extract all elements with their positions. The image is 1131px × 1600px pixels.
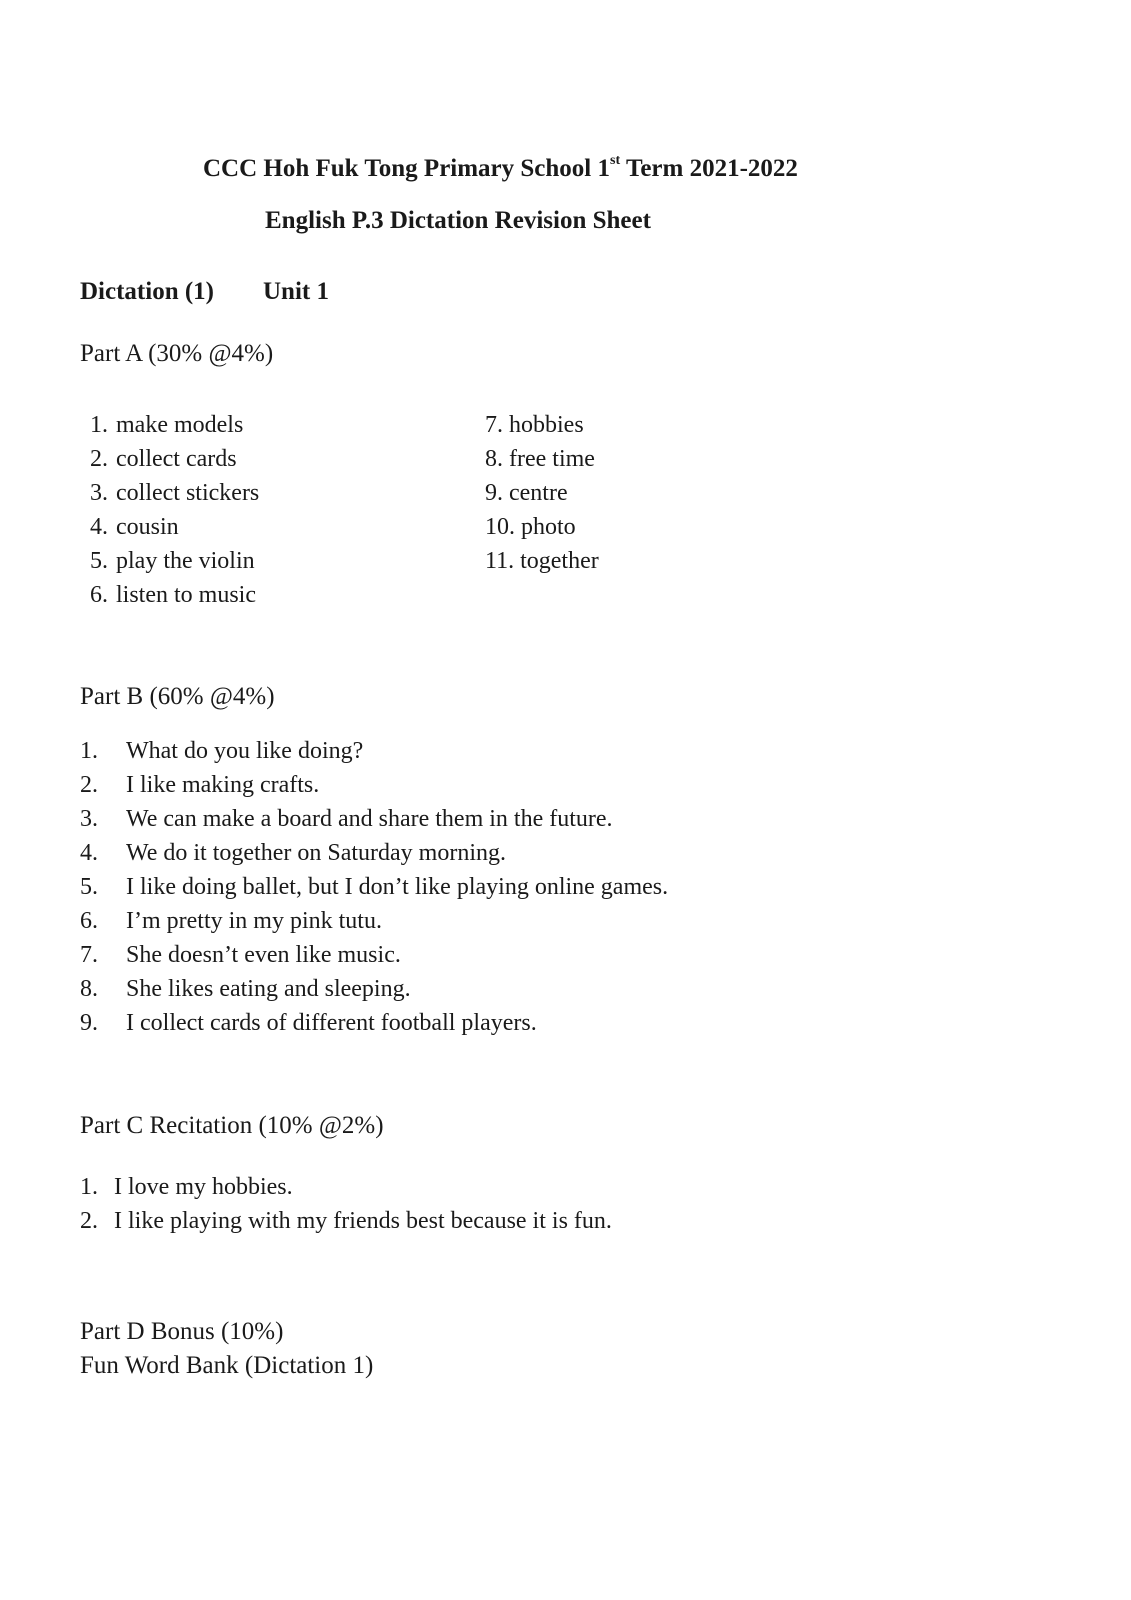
item-text: collect stickers [116,480,260,506]
part-a-title: Part A (30% @4%) [80,340,274,367]
item-text: together [520,548,599,574]
sheet-title [203,152,798,183]
item-number: 6. [80,908,98,934]
part-b-title: Part B (60% @4%) [80,683,275,710]
item-number: 4. [90,514,108,540]
item-text: We do it together on Saturday morning. [126,840,506,866]
item-text: collect cards [116,446,237,472]
item-text: listen to music [116,582,256,608]
list-item [90,408,259,442]
part-d-title: Part D Bonus (10%) [80,1318,284,1345]
item-number: 9. [80,1010,98,1036]
sheet-subtitle: English P.3 Dictation Revision Sheet [265,207,651,234]
list-item [80,1006,668,1040]
list-item [485,544,599,578]
unit-label: Unit 1 [263,278,329,305]
sheet-title-suffix: Term 2021-2022 [620,155,798,182]
item-text: I collect cards of different football players. [126,1010,537,1036]
sheet-title-superscript: st [610,152,621,168]
list-item [80,802,668,836]
item-text: photo [521,514,576,540]
list-item [80,1170,612,1204]
list-item [80,1204,612,1238]
item-text: free time [509,446,595,472]
item-number: 7. [485,412,503,438]
item-number: 3. [90,480,108,506]
part-a-right-list [485,408,599,578]
item-text: cousin [116,514,179,540]
item-text: I like doing ballet, but I don’t like playing online games. [126,874,669,900]
list-item [485,442,599,476]
list-item [80,836,668,870]
list-item [80,938,668,972]
item-text: play the violin [116,548,255,574]
item-text: What do you like doing? [126,738,364,764]
item-text: make models [116,412,244,438]
item-number: 7. [80,942,98,968]
part-d-subtitle: Fun Word Bank (Dictation 1) [80,1352,374,1379]
item-text: hobbies [509,412,584,438]
list-item [485,408,599,442]
item-number: 9. [485,480,503,506]
list-item [80,972,668,1006]
item-number: 2. [80,772,98,798]
item-number: 1. [80,1174,98,1200]
part-b-list [80,734,668,1040]
item-number: 1. [80,738,98,764]
item-text: I like playing with my friends best because it is fun. [114,1208,612,1234]
item-number: 10. [485,514,515,540]
item-number: 2. [90,446,108,472]
item-text: I love my hobbies. [114,1174,293,1200]
item-text: centre [509,480,568,506]
item-number: 1. [90,412,108,438]
part-c-list [80,1170,612,1238]
dictation-label: Dictation (1) [80,278,214,305]
item-text: I’m pretty in my pink tutu. [126,908,382,934]
item-text: We can make a board and share them in the future. [126,806,613,832]
item-number: 5. [90,548,108,574]
item-text: I like making crafts. [126,772,320,798]
list-item [80,870,668,904]
list-item [485,476,599,510]
item-text: She doesn’t even like music. [126,942,401,968]
list-item [80,734,668,768]
item-number: 8. [80,976,98,1002]
list-item [80,768,668,802]
list-item [90,510,259,544]
item-text: She likes eating and sleeping. [126,976,411,1002]
list-item [90,544,259,578]
list-item [90,578,259,612]
item-number: 6. [90,582,108,608]
item-number: 3. [80,806,98,832]
item-number: 4. [80,840,98,866]
item-number: 2. [80,1208,98,1234]
item-number: 8. [485,446,503,472]
list-item [80,904,668,938]
item-number: 11. [485,548,515,574]
part-c-title: Part C Recitation (10% @2%) [80,1112,384,1139]
sheet-title-prefix: CCC Hoh Fuk Tong Primary School 1 [203,155,611,182]
list-item [90,442,259,476]
list-item [485,510,599,544]
item-number: 5. [80,874,98,900]
part-a-left-list [90,408,259,612]
list-item [90,476,259,510]
